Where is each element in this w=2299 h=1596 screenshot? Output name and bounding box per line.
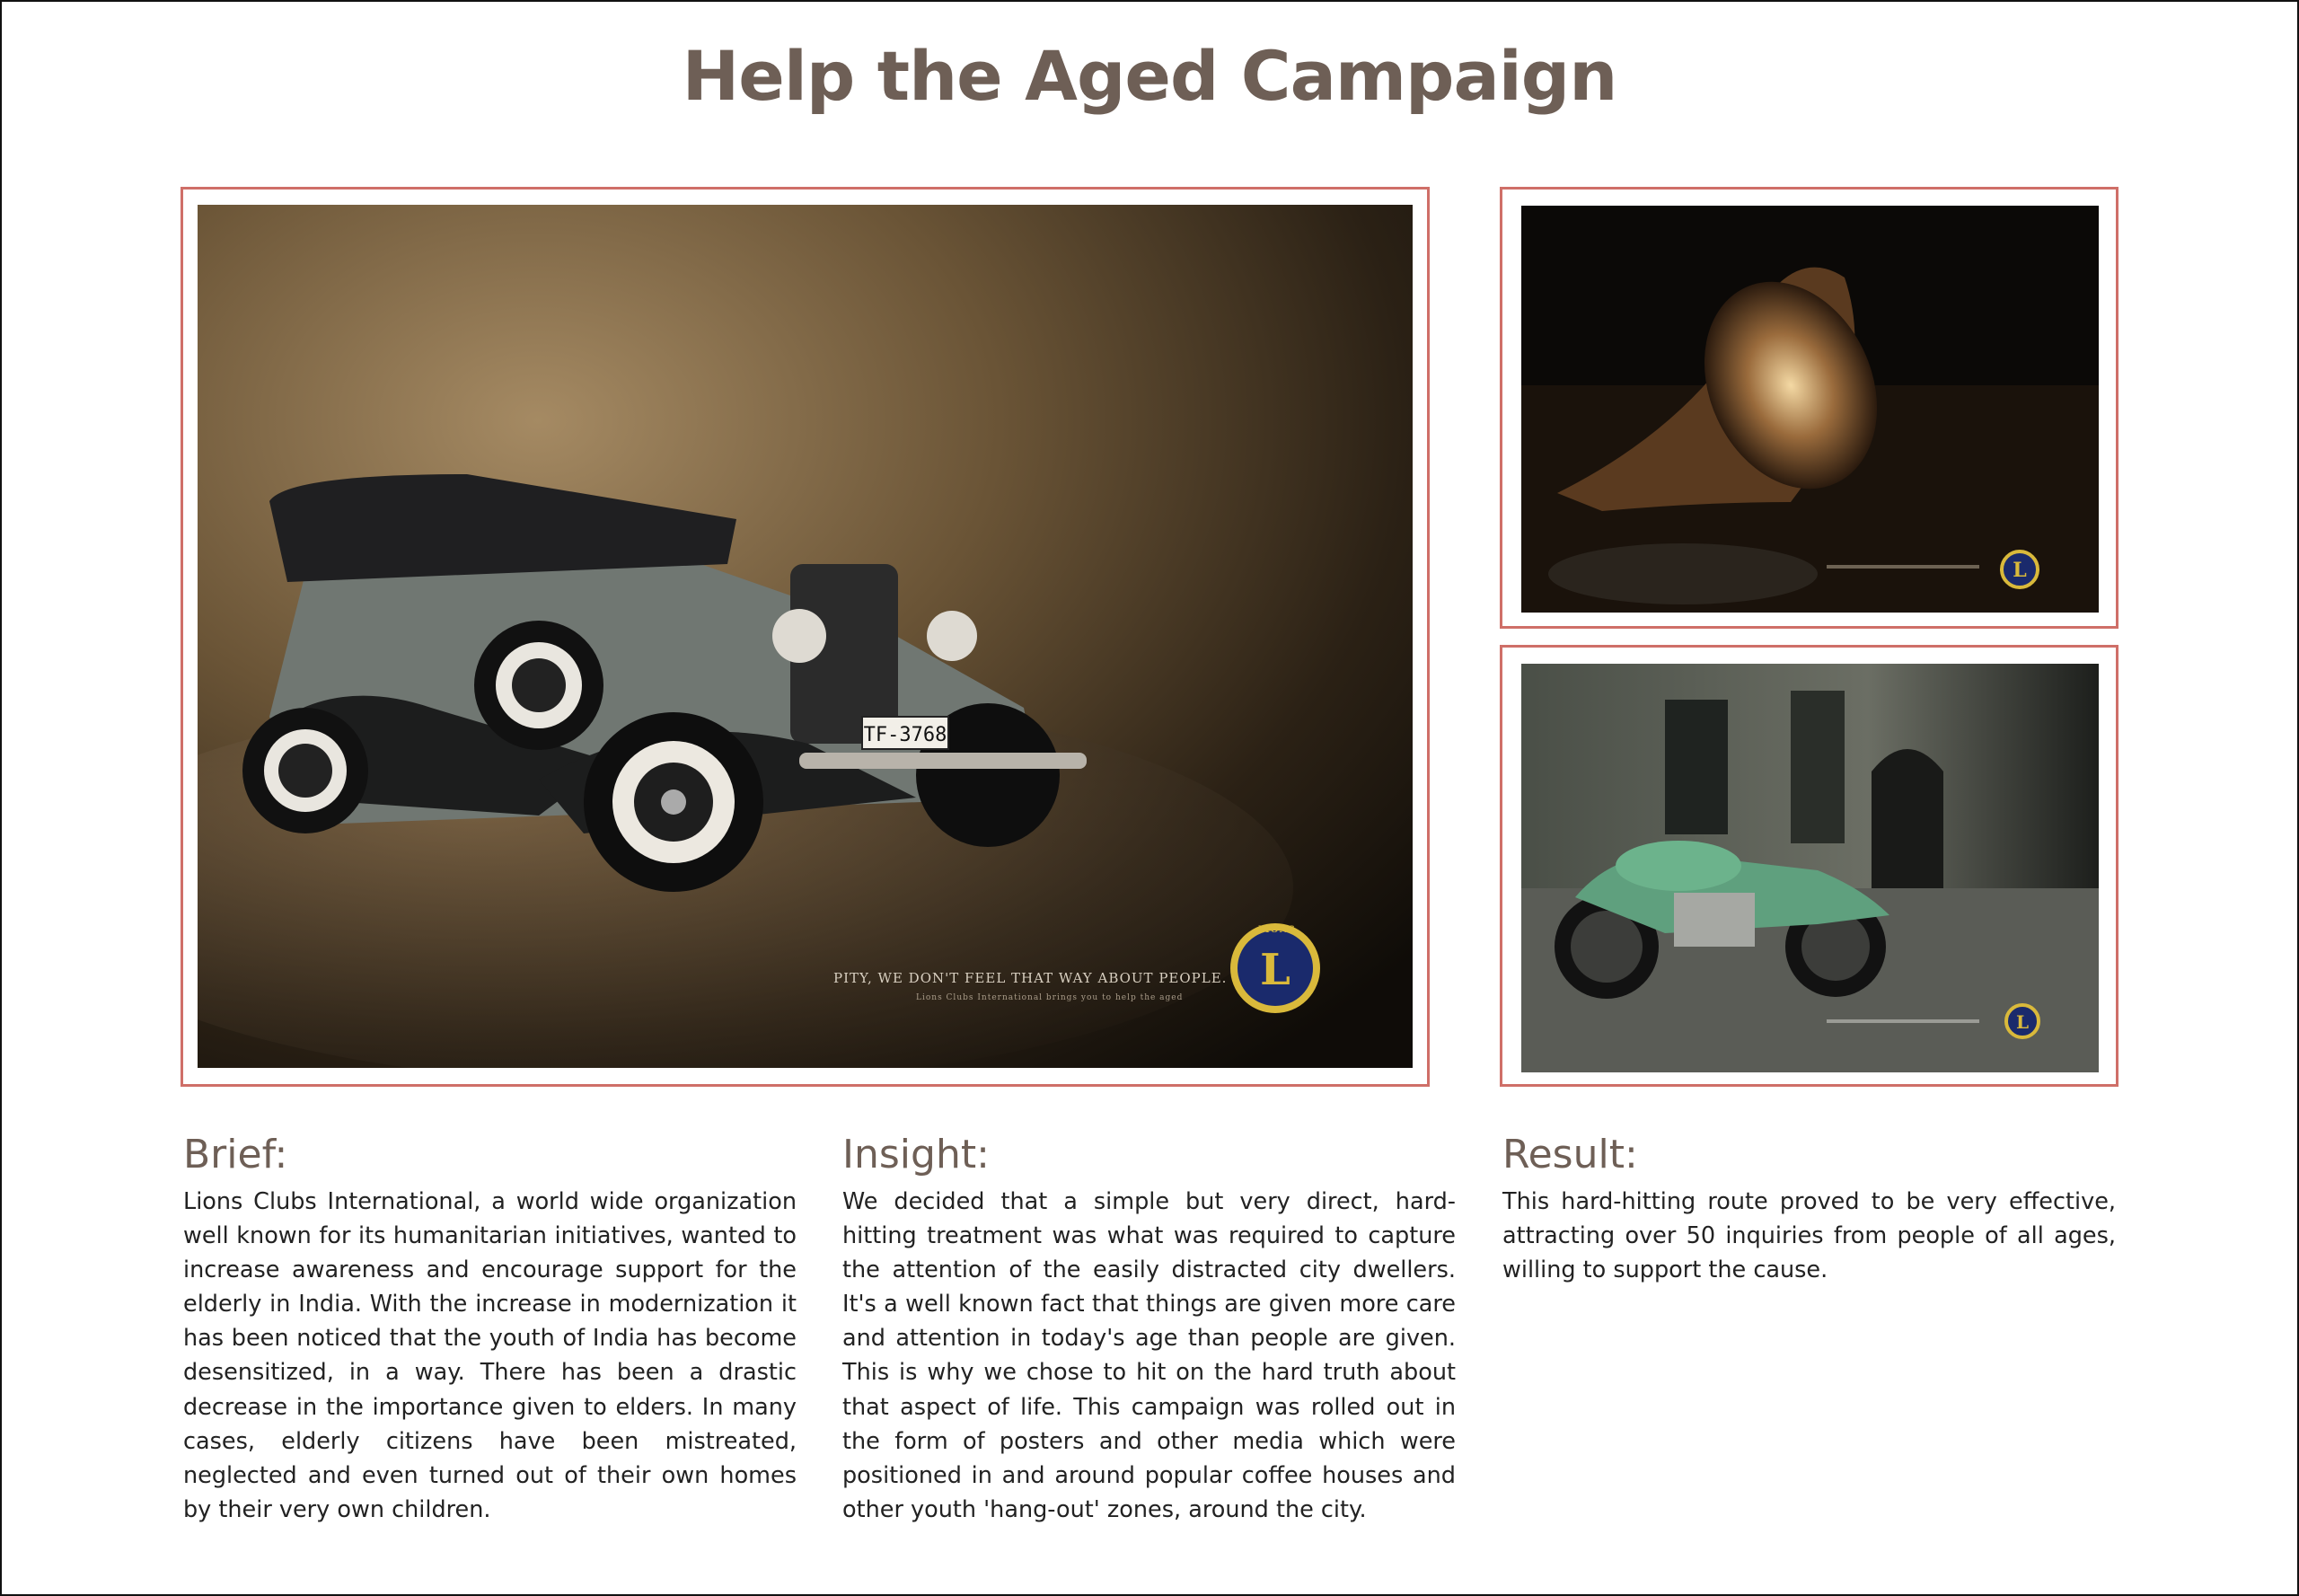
car-subline: Lions Clubs International brings you to help the aged <box>916 993 1184 1002</box>
car-poster-image <box>198 205 1413 1068</box>
brief-heading: Brief: <box>183 1132 288 1177</box>
motorcycle-poster-frame <box>1500 645 2118 1087</box>
brief-body: Lions Clubs International, a world wide organization well known for its humanitarian initiatives, wanted to increase awareness and encourage support for the elderly in India. With the increase in modernization it has been noticed that the youth of India has become desensitized, in a way. There has been a drastic decrease in the importance given to elders. In many cases, elderly citizens have been mistreated, neglected and even turned out of their own homes by their very own children. <box>183 1188 797 1523</box>
insight-heading: Insight: <box>842 1132 990 1177</box>
gramophone-logo: L <box>2013 559 2027 582</box>
motorcycle-logo: L <box>2015 1011 2030 1033</box>
lions-logo-text: LIONS <box>1258 925 1296 935</box>
gramophone-poster-frame <box>1500 187 2118 629</box>
result-section <box>1502 1130 2116 1287</box>
insight-section <box>842 1130 1456 1527</box>
result-heading: Result: <box>1502 1132 1638 1177</box>
car-plate: TF-3768 <box>863 724 947 746</box>
svg-text:L: L <box>1260 945 1290 995</box>
result-body: This hard-hitting route proved to be very effective, attracting over 50 inquiries from people of all ages, willing to support the cause. <box>1502 1188 2116 1284</box>
car-poster-frame <box>181 187 1430 1087</box>
page-title: Help the Aged Campaign <box>682 36 1617 116</box>
motorcycle-poster-image <box>1521 664 2099 1072</box>
insight-body: We decided that a simple but very direct, hard-hitting treatment was what was required to capture the attention of the easily distracted city dwellers. It's a well known fact that things are given more care and attention in today's age than people are given. This is why we chose to hit on the hard truth about that aspect of life. This campaign was rolled out in the form of posters and other media which were positioned in and around popular coffee houses and other youth 'hang-out' zones, around the city. <box>842 1188 1456 1523</box>
car-tagline: PITY, WE DON'T FEEL THAT WAY ABOUT PEOPLE. <box>833 970 1228 986</box>
gramophone-poster-image <box>1521 206 2099 613</box>
brief-section <box>183 1130 797 1527</box>
